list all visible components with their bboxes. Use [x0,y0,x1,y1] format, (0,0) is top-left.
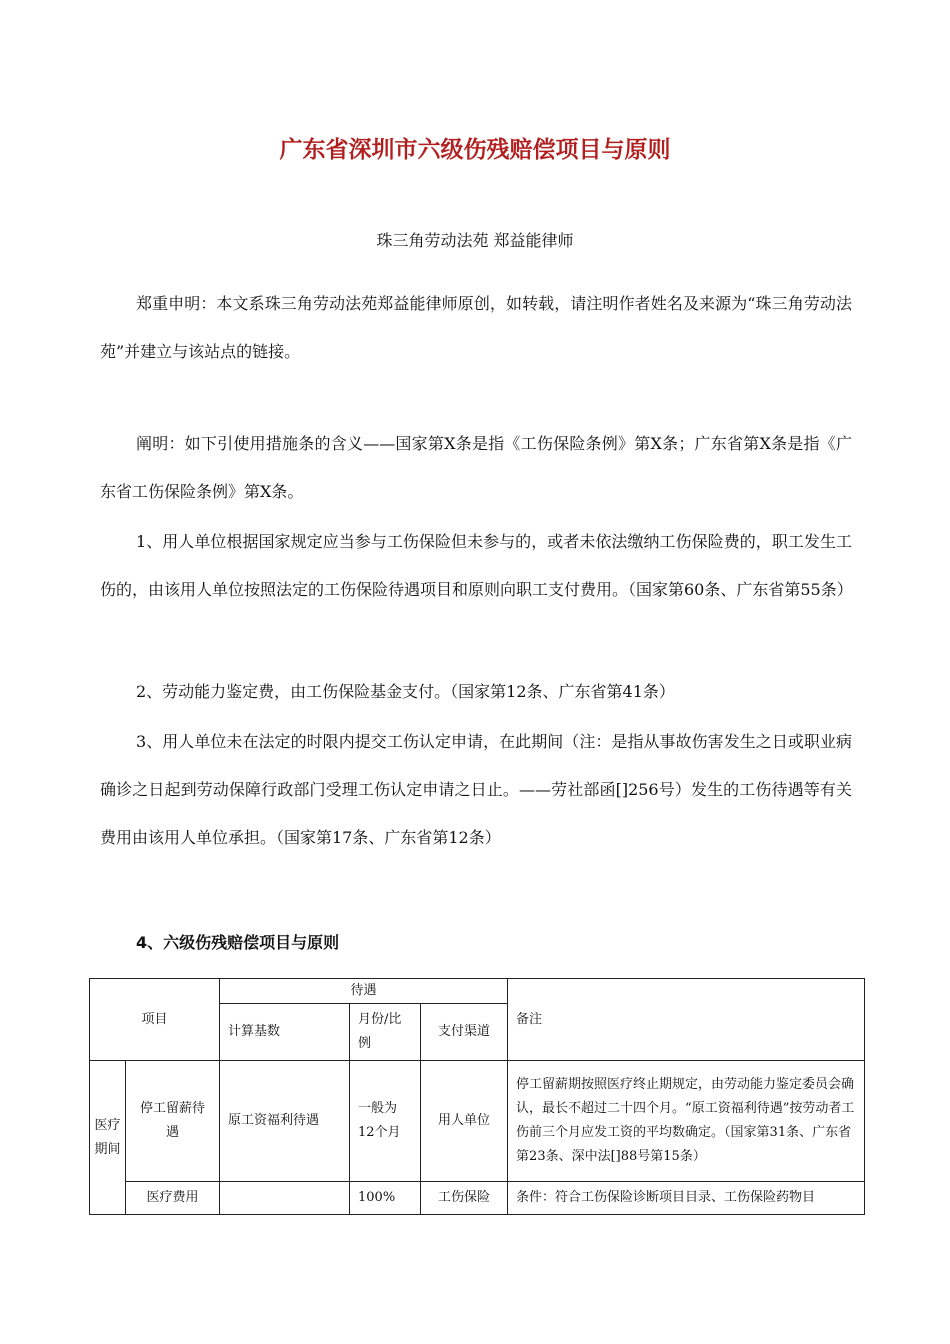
row-remarks: 条件：符合工伤保险诊断项目目录、工伤保险药物目 [508,1182,865,1215]
row-basis [220,1182,350,1215]
header-basis: 计算基数 [220,1004,350,1061]
row-months: 100% [350,1182,421,1215]
author-line: 珠三角劳动法苑 郑益能律师 [376,231,574,250]
table-header-row [90,979,865,1004]
compensation-table [89,978,865,1215]
header-item: 项目 [90,979,220,1061]
row-remarks: 停工留薪期按照医疗终止期规定，由劳动能力鉴定委员会确认，最长不超过二十四个月。“原工资福利待遇”按劳动者工伤前三个月应发工资的平均数确定。（国家第31条、广东省第23条、深中法[]88号第15条） [508,1061,865,1182]
section-heading: 4、六级伤残赔偿项目与原则 [136,933,340,952]
table-row [90,1182,865,1215]
row-channel: 用人单位 [421,1061,508,1182]
row-channel: 工伤保险 [421,1182,508,1215]
header-remarks: 备注 [508,979,865,1061]
clause-3: 3、用人单位未在法定的时限内提交工伤认定申请，在此期间（注：是指从事故伤害发生之日或职业病确诊之日起到劳动保障行政部门受理工伤认定申请之日止。——劳社部函[]256号）发生的工伤待遇等有关费用由该用人单位承担。（国家第17条、广东省第12条） [100,732,852,847]
page-title: 广东省深圳市六级伤残赔偿项目与原则 [279,137,671,163]
citation-note: 阐明：如下引使用措施条的含义——国家第X条是指《工伤保险条例》第X条；广东省第X条是指《广东省工伤保险条例》第X条。 [100,434,852,501]
clause-1: 1、用人单位根据国家规定应当参与工伤保险但未参与的，或者未依法缴纳工伤保险费的，职工发生工伤的，由该用人单位按照法定的工伤保险待遇项目和原则向职工支付费用。（国家第60条、广东省第55条） [100,532,853,599]
row-basis: 原工资福利待遇 [220,1061,350,1182]
header-treatment: 待遇 [220,979,508,1004]
header-months: 月份/比例 [350,1004,421,1061]
table-row [90,1061,865,1182]
clause-2: 2、劳动能力鉴定费，由工伤保险基金支付。（国家第12条、广东省第41条） [136,682,675,701]
row-item: 医疗费用 [126,1182,220,1215]
copyright-statement: 郑重申明：本文系珠三角劳动法苑郑益能律师原创，如转载，请注明作者姓名及来源为“珠三角劳动法苑”并建立与该站点的链接。 [100,294,852,361]
row-item: 停工留薪待遇 [126,1061,220,1182]
header-channel: 支付渠道 [421,1004,508,1061]
row-months: 一般为12个月 [350,1061,421,1182]
group-label: 医疗期间 [90,1061,126,1215]
